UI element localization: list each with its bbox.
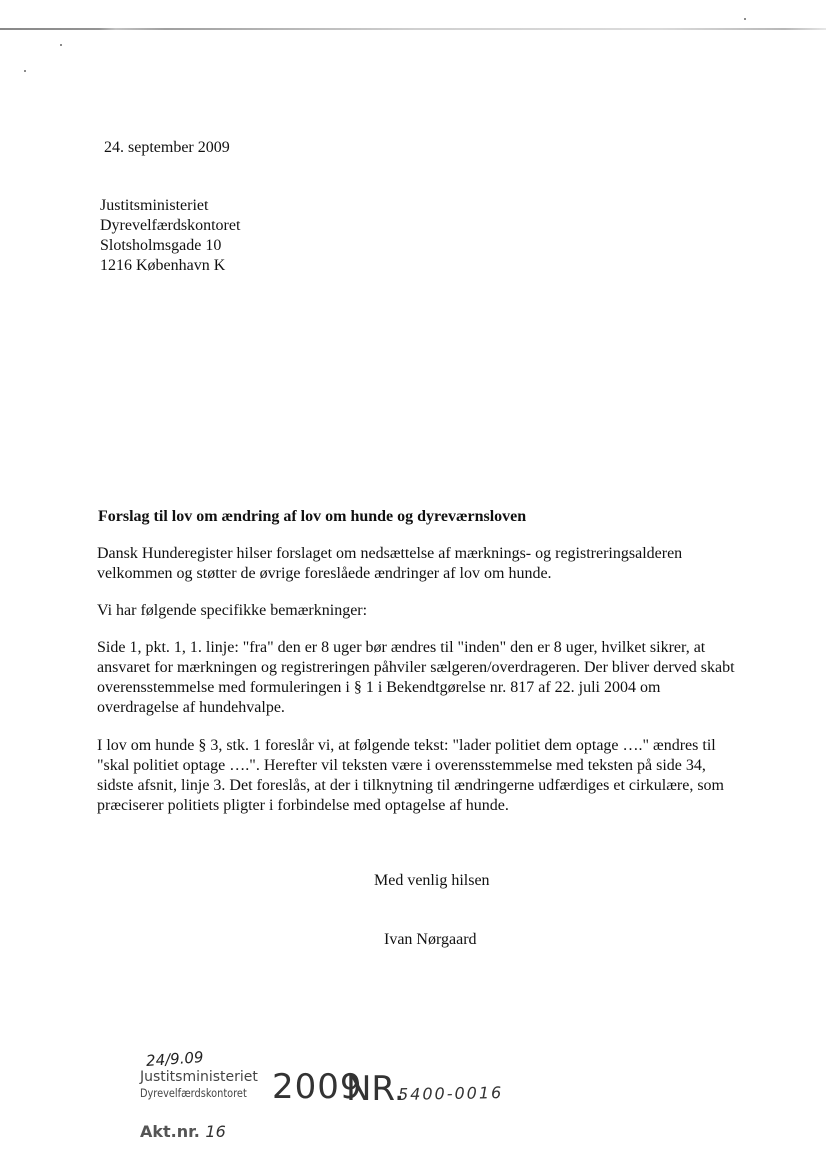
paragraph-line: præciserer politiets pligter i forbindelse med optagelse af hunde.	[97, 797, 509, 814]
signer-name: Ivan Nørgaard	[384, 931, 477, 948]
scan-artifact-line	[0, 28, 826, 30]
paragraph-intro	[97, 544, 682, 584]
paragraph-line: "skal politiet optage ….". Herefter vil teksten være i overensstemmelse med teksten på side 34,	[97, 757, 706, 774]
akt-label: Akt.nr.	[140, 1122, 200, 1141]
stamp-case-number: 5400-0016	[397, 1083, 504, 1104]
stamp-ministry: Justitsministeriet	[140, 1069, 258, 1085]
paragraph-remark-1	[97, 638, 735, 718]
paragraph-line: I lov om hunde § 3, stk. 1 foreslår vi, at følgende tekst: "lader politiet dem optage …." ændres til	[97, 737, 716, 754]
received-stamp	[140, 1050, 540, 1150]
paragraph-line: Side 1, pkt. 1, 1. linje: "fra" den er 8 uger bør ændres til "inden" den er 8 uger, hvilket sikrer, at	[97, 639, 706, 656]
scan-speck	[60, 44, 62, 46]
paragraph-line: Vi har følgende specifikke bemærkninger:	[97, 602, 368, 619]
akt-number	[140, 1122, 226, 1141]
paragraph-line: ansvaret for mærkningen og registreringen påhviler sælgeren/overdrageren. Der bliver derved skabt	[97, 659, 735, 676]
handwritten-date: 24/9.09	[145, 1048, 205, 1070]
paragraph-line: Dansk Hunderegister hilser forslaget om nedsættelse af mærknings- og registreringsalderen	[97, 545, 683, 562]
letter-subject: Forslag til lov om ændring af lov om hunde og dyreværnsloven	[98, 508, 527, 525]
closing-greeting: Med venlig hilsen	[374, 872, 490, 889]
recipient-line: Justitsministeriet	[100, 197, 209, 214]
paragraph-remark-2	[97, 736, 724, 816]
scan-speck	[744, 18, 746, 20]
stamp-year: 2009	[272, 1067, 363, 1107]
paragraph-line: velkommen og støtter de øvrige foreslåede ændringer af lov om hunde.	[97, 565, 552, 582]
recipient-line: 1216 København K	[100, 257, 226, 274]
stamp-nr-label: NR.	[346, 1069, 405, 1109]
recipient-address	[100, 196, 240, 276]
paragraph-line: sidste afsnit, linje 3. Det foreslås, at der i tilknytning til ændringerne udfærdiges et cirkulære, som	[97, 777, 724, 794]
scan-speck	[24, 70, 26, 72]
letter-date: 24. september 2009	[104, 139, 230, 156]
paragraph-line: overensstemmelse med formuleringen i § 1 i Bekendtgørelse nr. 817 af 22. juli 2004 om	[97, 679, 661, 696]
recipient-line: Slotsholmsgade 10	[100, 237, 222, 254]
paragraph-remarks-heading	[97, 601, 367, 621]
akt-value: 16	[205, 1122, 226, 1141]
stamp-office: Dyrevelfærdskontoret	[140, 1086, 247, 1100]
paragraph-line: overdragelse af hundehvalpe.	[97, 699, 285, 716]
recipient-line: Dyrevelfærdskontoret	[100, 217, 241, 234]
